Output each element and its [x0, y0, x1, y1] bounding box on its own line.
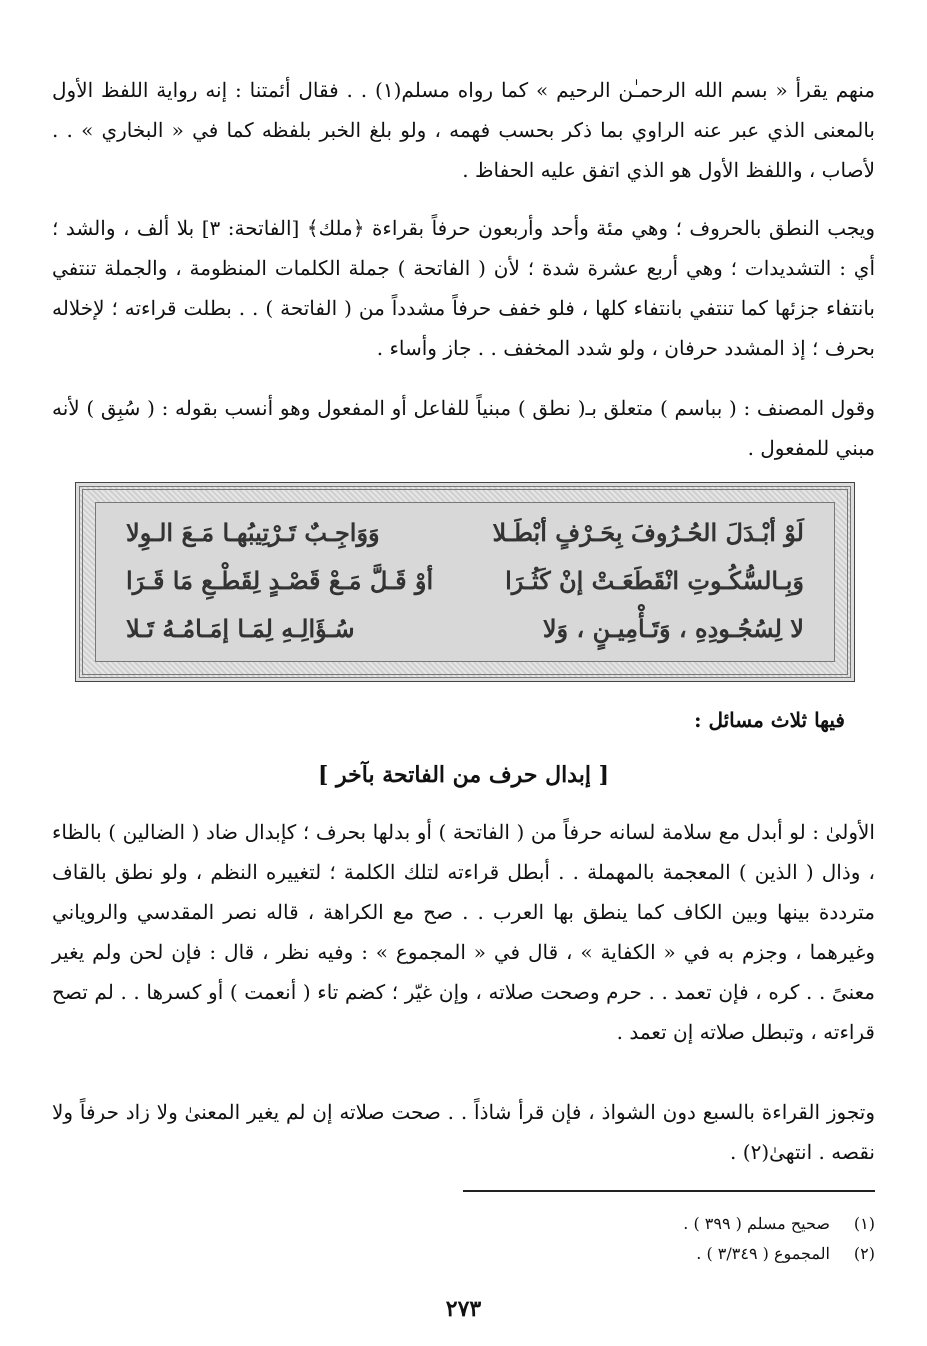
poem-frame — [75, 482, 855, 682]
paragraph-4: الأولىٰ : لو أبدل مع سلامة لسانه حرفاً من ( الفاتحة ) أو بدلها بحرف ؛ كإبدال ضاد ( الضالين ) بالظاء ، وذال ( الذين ) المعجمة بالمهملة . . أبطل قراءته لتلك الكلمة ؛ لتغييره النظم ، ولو نطق بالقاف مترددة بينها وبين الكاف كما ينطق بها العرب . . صح مع الكراهة ، قاله نصر المقدسي والروياني وغيرهما ، وجزم به في « الكفاية » ، قال في « المجموع » : وفيه نظر ، قال : فإن لحن ولم يغير معنىً . . كره ، فإن تعمد . . حرم وصحت صلاته ، وإن غيّر ؛ كضم تاء ( أنعمت ) أو كسرها . . لم تصح قراءته ، وتبطل صلاته إن تعمد . — [52, 820, 875, 1044]
section-heading: [ إبدال حرف من الفاتحة بآخر ] — [317, 762, 610, 788]
poem-panel — [95, 502, 835, 662]
footnote-2-number: (٢) — [853, 1244, 875, 1263]
footnote-2 — [696, 1242, 875, 1266]
poem-border — [79, 486, 851, 678]
verse-2-first: وَبِـالسُّكُـوتِ انْقَطَعَـتْ إنْ كَثُـرَا — [505, 566, 804, 595]
footnote-2-text: المجموع ( ٣/٣٤٩ ) . — [696, 1244, 830, 1263]
verse-3-second: سُـؤَالِـهِ لِمَـا إمَـامُـهُ تَـلا — [126, 614, 355, 643]
footnote-divider — [463, 1190, 875, 1192]
paragraph-2: ويجب النطق بالحروف ؛ وهي مئة وأحد وأربعون حرفاً بقراءة ﴿ملك﴾ [الفاتحة: ٣] بلا ألف ، والشد ؛ أي : التشديدات ؛ وهي أربع عشرة شدة ؛ لأن ( الفاتحة ) جملة الكلمات المنظومة ، والجملة تنتفي بانتفاء جزئها كما تنتفي بانتفاء كلها ، فلو خفف حرفاً مشدداً من ( الفاتحة ) . . بطلت قراءته ؛ لإخلاله بحرف ؛ إذ المشدد حرفان ، ولو شدد المخفف . . جاز وأساء . — [52, 216, 876, 360]
verse-3-first: لا لِسُجُـودِهِ ، وَتَـأْمِيـنٍ ، وَلا — [542, 614, 804, 643]
paragraph-1: منهم يقرأ « بسم الله الرحمـٰن الرحيم » كما رواه مسلم(١) . . فقال أئمتنا : إنه رواية اللفظ الأول بالمعنى الذي عبر عنه الراوي بما ذكر بحسب فهمه ، ولو بلغ الخبر بلفظه كما في « البخاري » . . لأصاب ، واللفظ الأول هو الذي اتفق عليه الحفاظ . — [52, 78, 875, 182]
footnote-1-number: (١) — [853, 1214, 875, 1233]
intro-line: فيها ثلاث مسائل : — [694, 708, 845, 732]
paragraph-5: وتجوز القراءة بالسبع دون الشواذ ، فإن قرأ شاذاً . . صحت صلاته إن لم يغير المعنىٰ ولا زاد حرفاً ولا نقصه . انتهىٰ(٢) . — [52, 1100, 875, 1164]
footnote-1-text: صحيح مسلم ( ٣٩٩ ) . — [683, 1214, 830, 1233]
page-number: ٢٧٣ — [445, 1296, 482, 1322]
verse-1-second: وَوَاجِـبٌ تَـرْتِيبُهـا مَـعَ الـوِلا — [126, 518, 380, 547]
verse-2-second: أوْ قَـلَّ مَـعْ قَصْـدٍ لِقَطْـعِ مَا قَـرَا — [126, 566, 434, 595]
footnote-1 — [683, 1212, 875, 1236]
verse-1-first: لَوْ أبْـدَلَ الحُـرُوفَ بِحَـرْفٍ أبْطَـلا — [492, 518, 804, 547]
paragraph-3: وقول المصنف : ( بباسم ) متعلق بـ( نطق ) مبنياً للفاعل أو المفعول وهو أنسب بقوله : ( سُبِق ) لأنه مبني للمفعول . — [52, 396, 875, 460]
